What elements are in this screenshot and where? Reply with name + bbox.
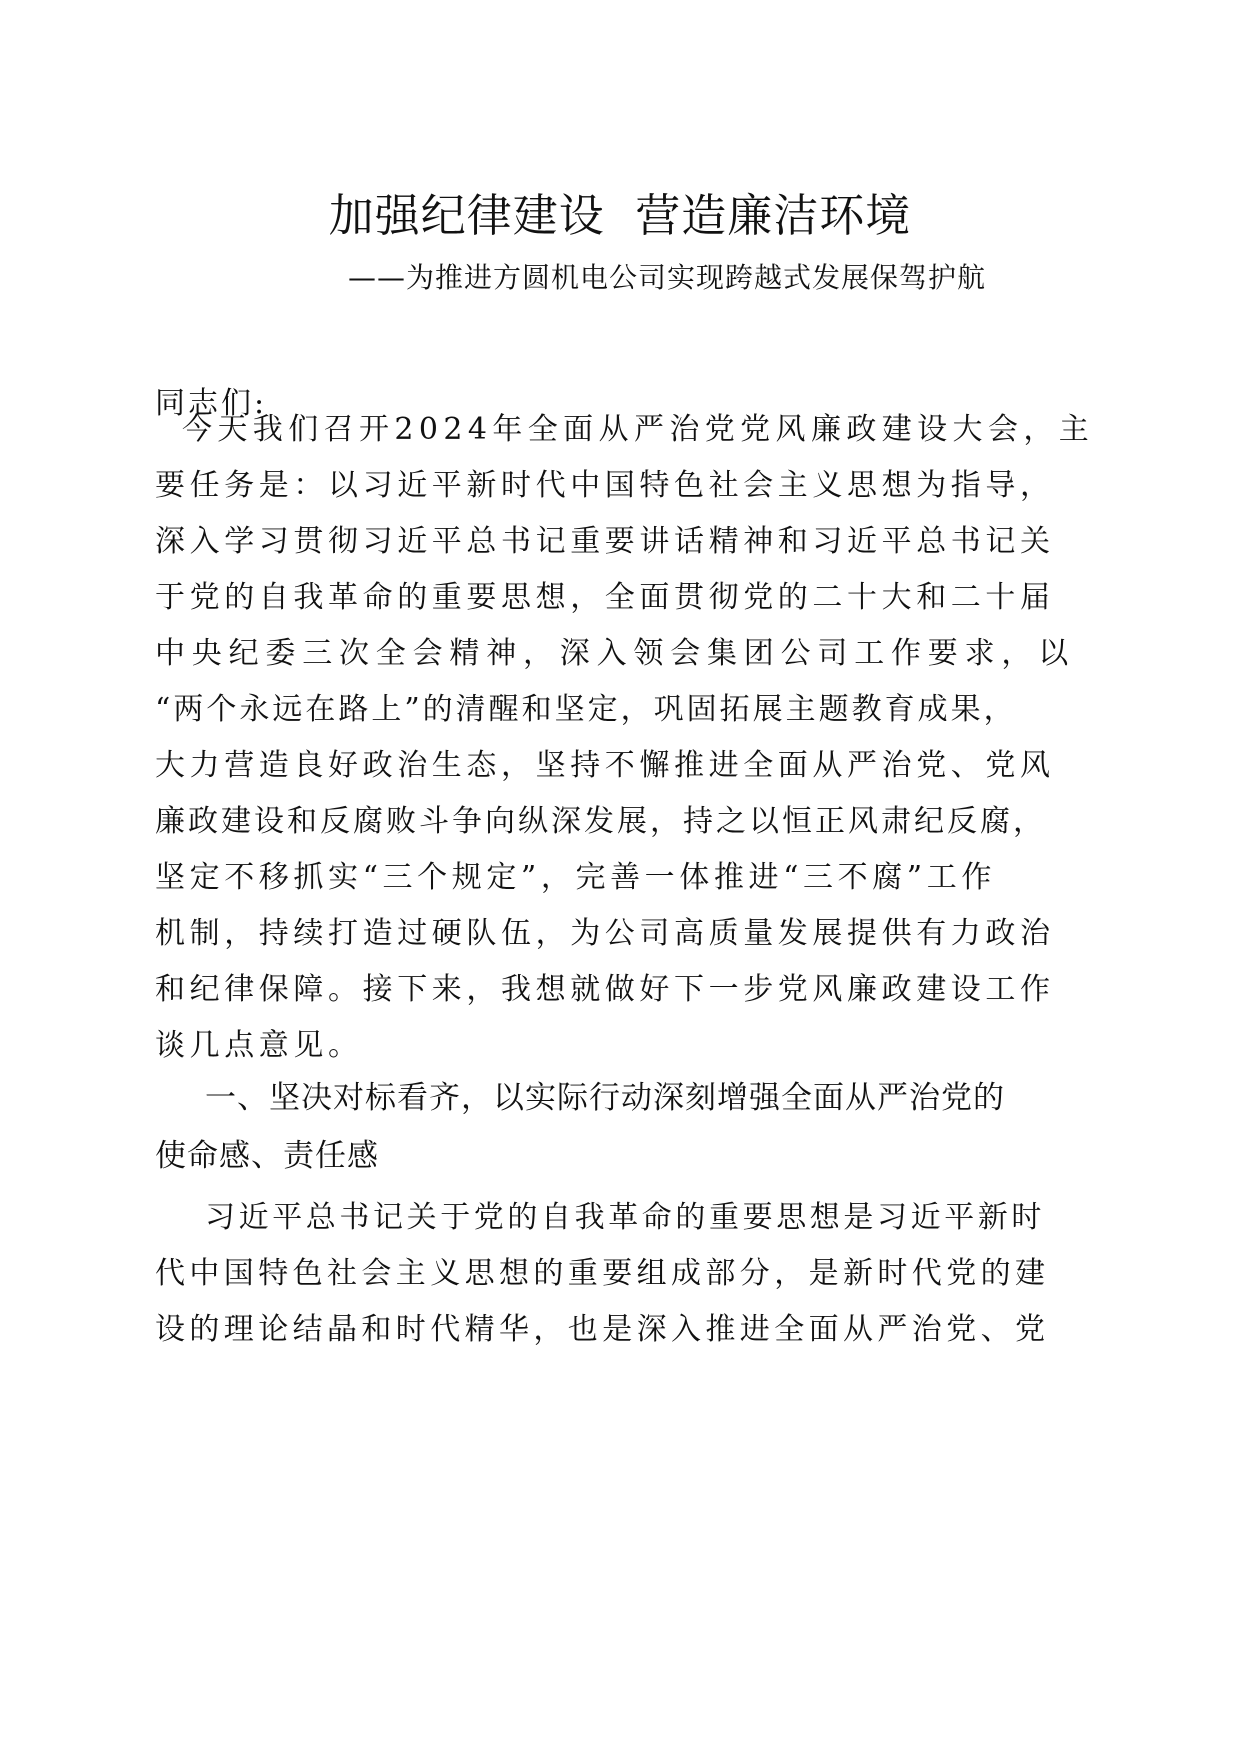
section-heading: 使命感、责任感 <box>155 1138 379 1174</box>
paragraph-line: “两个永远在路上”的清醒和坚定，巩固拓展主题教育成果， <box>155 692 1017 727</box>
greeting: 同志们: <box>155 386 268 421</box>
paragraph-line: 于党的自我革命的重要思想，全面贯彻党的二十大和二十届 <box>155 580 1055 615</box>
paragraph-line: 习近平总书记关于党的自我革命的重要思想是习近平新时 <box>205 1200 1045 1235</box>
paragraph-line: 要任务是：以习近平新时代中国特色社会主义思想为指导， <box>155 468 1055 503</box>
paragraph-line: 设的理论结晶和时代精华，也是深入推进全面从严治党、党 <box>155 1312 1050 1347</box>
paragraph-line: 大力营造良好政治生态，坚持不懈推进全面从严治党、党风 <box>155 748 1055 783</box>
paragraph-line: 廉政建设和反腐败斗争向纵深发展，持之以恒正风肃纪反腐， <box>155 804 1046 839</box>
paragraph-line: 谈几点意见。 <box>155 1028 363 1063</box>
paragraph-line: 和纪律保障。接下来，我想就做好下一步党风廉政建设工作 <box>155 972 1055 1007</box>
paragraph-line: 坚定不移抓实“三个规定”，完善一体推进“三不腐”工作 <box>155 860 996 895</box>
document-title: 加强纪律建设 营造廉洁环境 <box>328 189 912 242</box>
paragraph-line: 中央纪委三次全会精神，深入领会集团公司工作要求，以 <box>155 636 1075 671</box>
section-heading: 一、坚决对标看齐，以实际行动深刻增强全面从严治党的 <box>205 1080 1005 1116</box>
paragraph-line: 机制，持续打造过硬队伍，为公司高质量发展提供有力政治 <box>155 916 1055 951</box>
paragraph-line: 今天我们召开2024年全面从严治党党风廉政建设大会，主 <box>182 412 1095 447</box>
document-subtitle: ——为推进方圆机电公司实现跨越式发展保驾护航 <box>348 261 987 294</box>
paragraph-line: 深入学习贯彻习近平总书记重要讲话精神和习近平总书记关 <box>155 524 1055 559</box>
paragraph-line: 代中国特色社会主义思想的重要组成部分，是新时代党的建 <box>155 1256 1050 1291</box>
